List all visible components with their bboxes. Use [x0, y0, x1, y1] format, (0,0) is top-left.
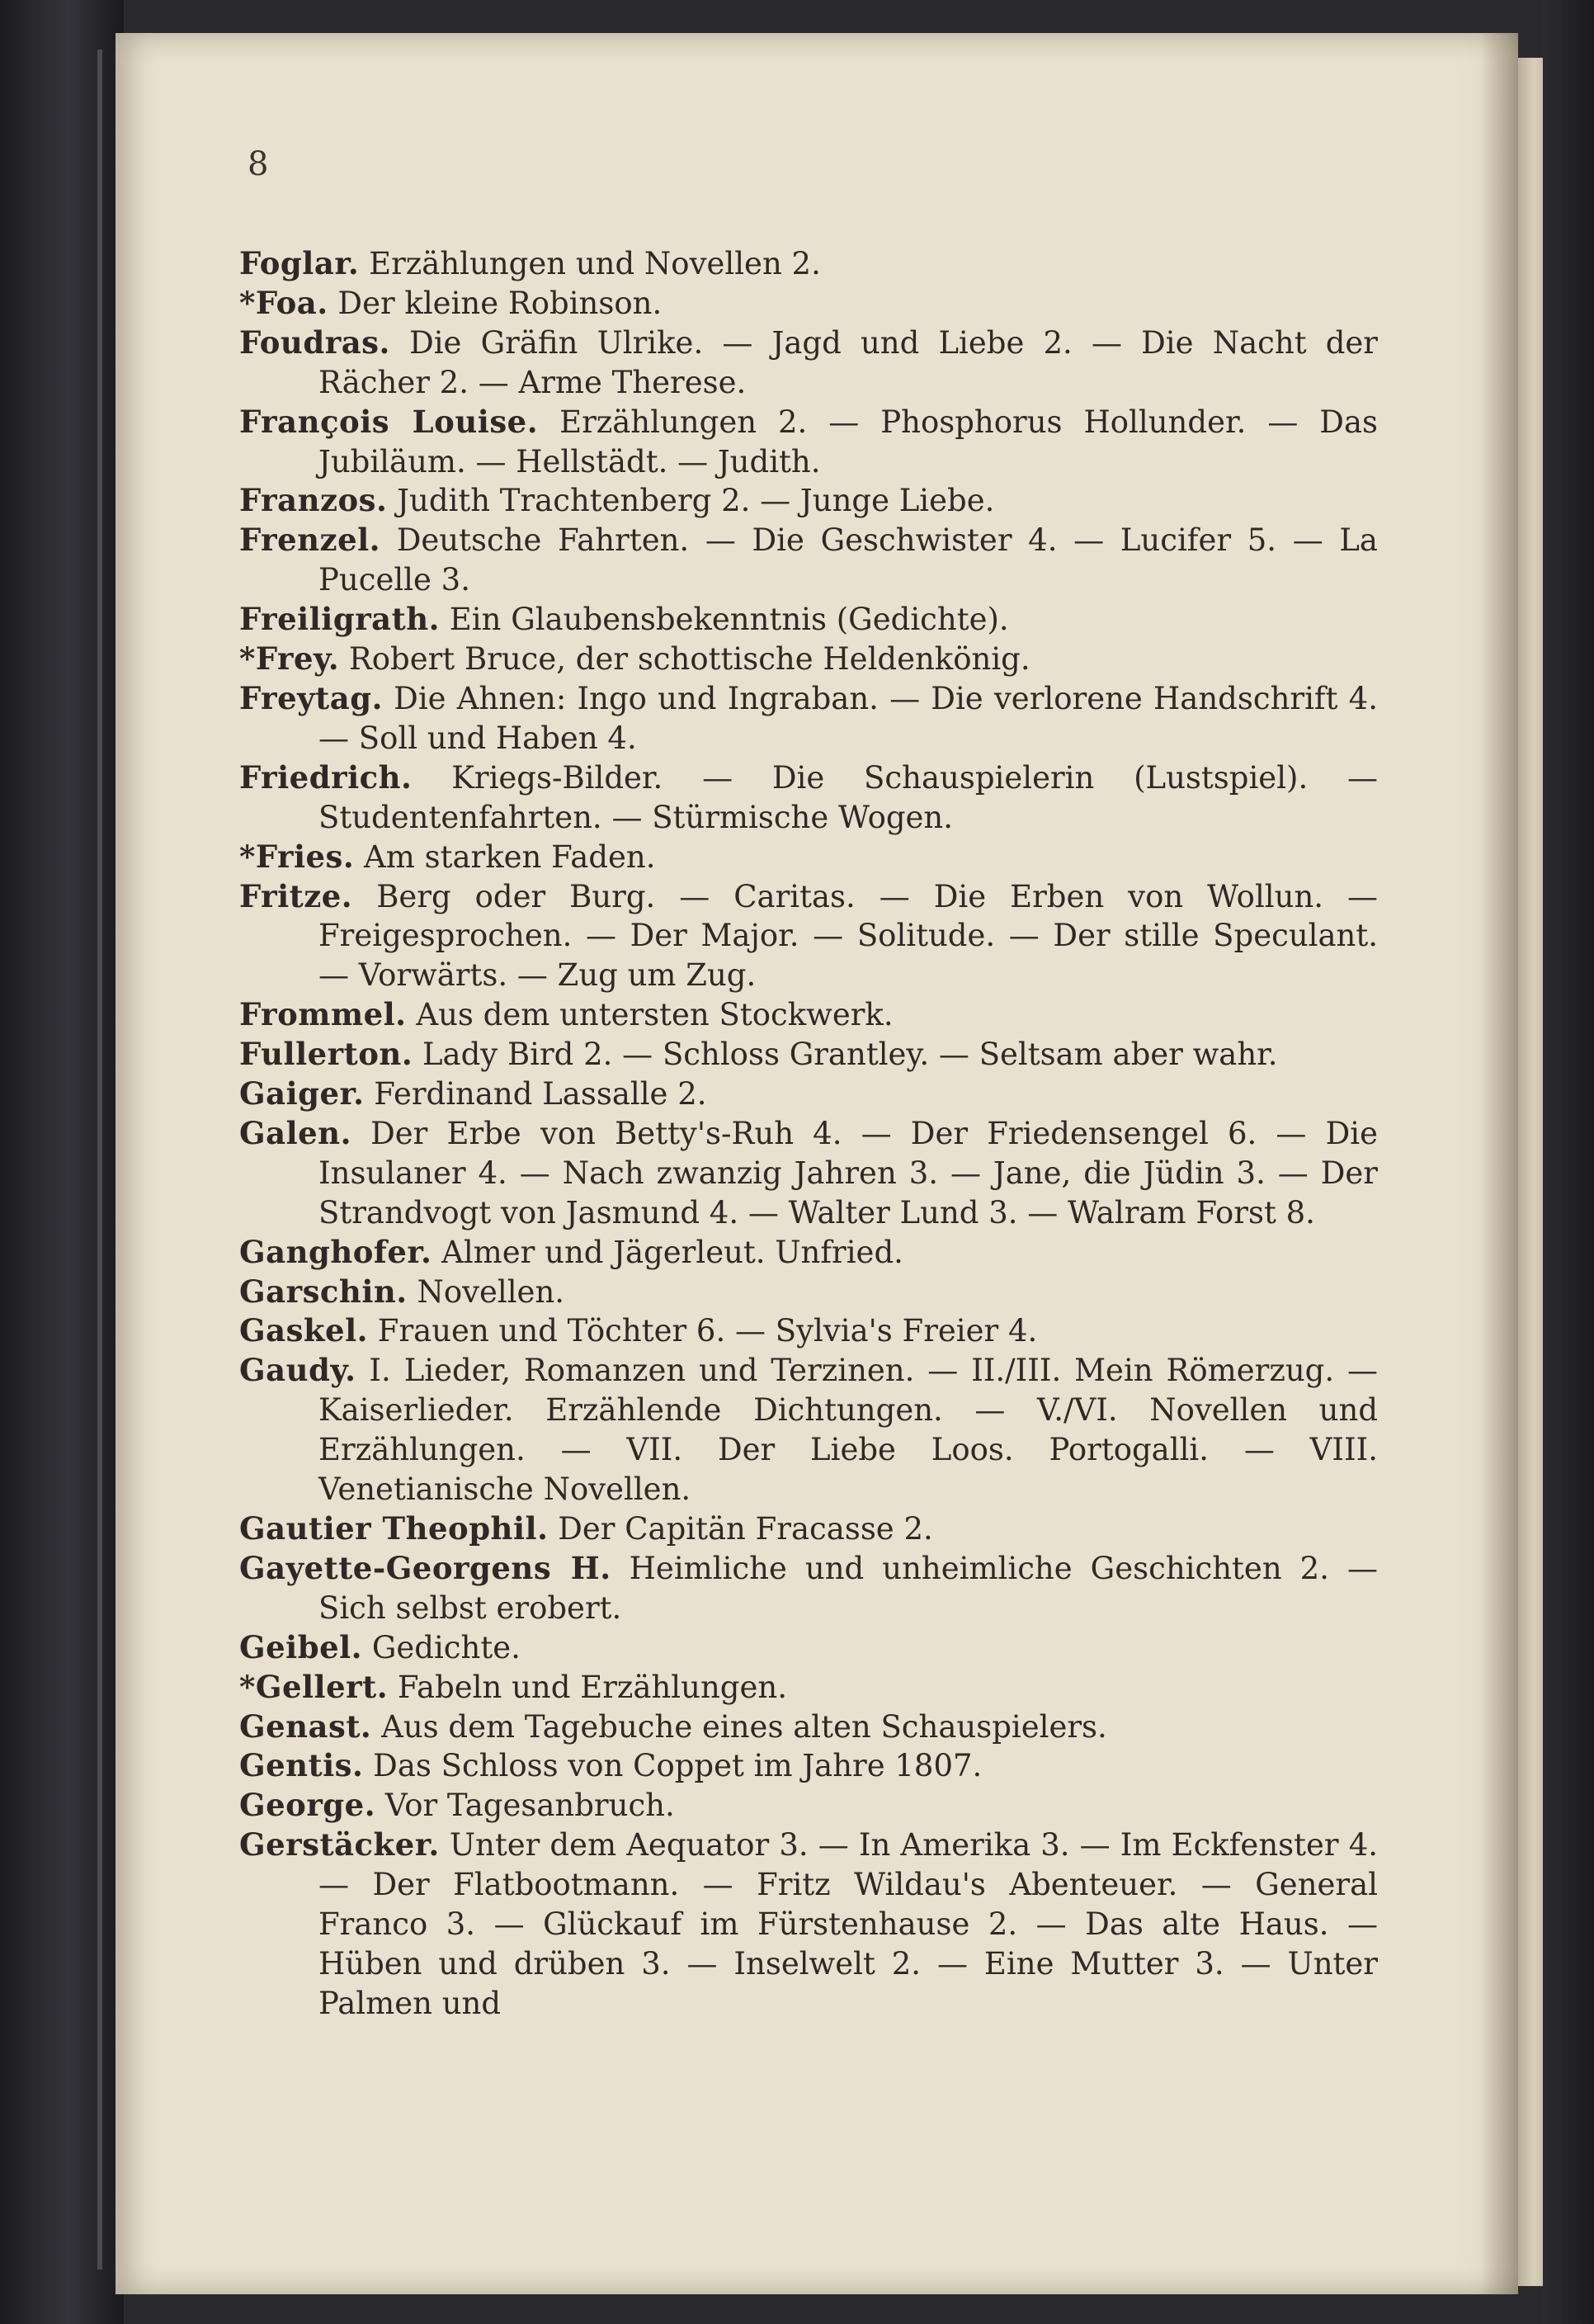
index-entry: [239, 1509, 1378, 1549]
author-name: Freytag.: [239, 679, 383, 716]
works-list: Kriegs-Bilder. — Die Schauspielerin (Lustspiel). — Studentenfahrten. — Stürmische Wogen.: [318, 759, 1379, 835]
author-name: Galen.: [239, 1114, 351, 1151]
works-list: Frauen und Töchter 6. — Sylvia's Freier 4.: [377, 1313, 1038, 1349]
works-list: Almer und Jägerleut. Unfried.: [441, 1234, 903, 1270]
index-entry: [239, 1114, 1378, 1233]
index-entry: [239, 1351, 1378, 1509]
author-name: Gaiger.: [239, 1075, 365, 1112]
works-list: Aus dem Tagebuche eines alten Schauspielers.: [381, 1708, 1107, 1745]
index-entry: [239, 995, 1378, 1035]
author-name: Fullerton.: [239, 1036, 413, 1073]
author-name: Ganghofer.: [239, 1233, 432, 1270]
works-list: Das Schloss von Coppet im Jahre 1807.: [373, 1748, 983, 1784]
author-name: Geibel.: [239, 1628, 363, 1665]
author-name: Franzos.: [239, 482, 388, 519]
author-name: Gayette-Georgens H.: [239, 1549, 611, 1586]
works-list: Gedichte.: [371, 1629, 521, 1665]
author-name: Freiligrath.: [239, 601, 441, 638]
author-name: Friedrich.: [239, 758, 413, 796]
index-entry: [239, 1826, 1378, 2024]
author-name: François Louise.: [239, 403, 539, 440]
index-entry: [239, 1746, 1378, 1786]
book-cover-left: [0, 0, 124, 2324]
index-entry: [239, 600, 1378, 640]
author-name: Gaskel.: [239, 1312, 369, 1349]
works-list: Der Capitän Fracasse 2.: [558, 1511, 933, 1547]
index-entry: [239, 877, 1378, 996]
works-list: Heimliche und unheimliche Geschichten 2. — Sich selbst erobert.: [318, 1550, 1378, 1626]
works-list: Robert Bruce, der schottische Heldenkönig.: [348, 641, 1030, 678]
author-name: Genast.: [239, 1708, 372, 1745]
index-entry: [239, 403, 1378, 482]
index-entry: [239, 758, 1378, 838]
book-cover-right: [1543, 0, 1594, 2324]
index-entry: [239, 521, 1378, 600]
works-list: Erzählungen und Novellen 2.: [369, 246, 821, 281]
works-list: Der Erbe von Betty's-Ruh 4. — Der Friedensengel 6. — Die Insulaner 4. — Nach zwanzig Jahren 3. — Jane, die Jüdin 3. — Der Strandvogt von Jasmund 4. — Walter Lund 3. — Walram Forst 8.: [318, 1115, 1378, 1230]
author-name: *Gellert.: [239, 1668, 389, 1705]
works-list: Vor Tagesanbruch.: [384, 1788, 675, 1824]
page-number: 8: [248, 145, 269, 183]
page-gutter-shadow: [1481, 33, 1518, 2294]
author-name: Gautier Theophil.: [239, 1510, 549, 1547]
index-entry: [239, 640, 1378, 679]
author-name: Gentis.: [239, 1747, 364, 1784]
index-entry: [239, 1628, 1378, 1668]
index-entry: [239, 1233, 1378, 1273]
author-name: George.: [239, 1787, 376, 1824]
index-entry: [239, 1311, 1378, 1351]
index-entry: [239, 284, 1378, 324]
works-list: Der kleine Robinson.: [337, 285, 663, 321]
index-entry: [239, 1708, 1378, 1747]
works-list: Unter dem Aequator 3. — In Amerika 3. — Im Eckfenster 4. — Der Flatbootmann. — Fritz Wildau's Abenteuer. — General Franco 3. — Glückauf im Fürstenhause 2. — Das alte Haus. — Hüben und drüben 3. — Inselwelt 2. — Eine Mutter 3. — Unter Palmen und: [318, 1827, 1379, 2021]
works-list: Ein Glaubensbekenntnis (Gedichte).: [449, 602, 1009, 638]
index-entry: [239, 1035, 1378, 1075]
index-entry: [239, 679, 1378, 758]
works-list: Ferdinand Lassalle 2.: [374, 1076, 707, 1112]
works-list: Die Gräfin Ulrike. — Jagd und Liebe 2. — Die Nacht der Rächer 2. — Arme Therese.: [318, 324, 1378, 400]
works-list: Aus dem untersten Stockwerk.: [416, 997, 894, 1033]
author-name: Gerstäcker.: [239, 1826, 440, 1863]
index-entry: [239, 838, 1378, 877]
works-list: Am starken Faden.: [364, 838, 656, 875]
works-list: I. Lieder, Romanzen und Terzinen. — II./III. Mein Römerzug. — Kaiserlieder. Erzählende Dichtungen. — V./VI. Novellen und Erzählungen. — VII. Der Liebe Loos. Portogalli. — VIII. Venetianische Novellen.: [318, 1353, 1378, 1508]
author-name: *Frey.: [239, 640, 340, 678]
index-entry: [239, 1668, 1378, 1708]
index-entry: [239, 1075, 1378, 1114]
author-name: Foglar.: [239, 245, 360, 281]
index-entry: [239, 1786, 1378, 1826]
works-list: Lady Bird 2. — Schloss Grantley. — Seltsam aber wahr.: [422, 1037, 1278, 1073]
works-list: Fabeln und Erzählungen.: [397, 1669, 787, 1705]
author-name: Frenzel.: [239, 522, 381, 559]
author-name: *Fries.: [239, 838, 355, 875]
index-entry: [239, 324, 1378, 403]
works-list: Die Ahnen: Ingo und Ingraban. — Die verlorene Handschrift 4. — Soll und Haben 4.: [318, 680, 1378, 756]
works-list: Erzählungen 2. — Phosphorus Hollunder. — Das Jubiläum. — Hellstädt. — Judith.: [318, 404, 1378, 479]
author-index-list: [239, 244, 1378, 2024]
index-entry: [239, 1273, 1378, 1312]
author-name: *Foa.: [239, 284, 328, 321]
index-entry: [239, 481, 1378, 521]
works-list: Berg oder Burg. — Caritas. — Die Erben von Wollun. — Freigesprochen. — Der Major. — Solitude. — Der stille Speculant. — Vorwärts. — Zug um Zug.: [318, 878, 1379, 994]
cover-edge: [97, 50, 102, 2270]
author-name: Gaudy.: [239, 1352, 356, 1389]
works-list: Judith Trachtenberg 2. — Junge Liebe.: [397, 483, 995, 519]
works-list: Deutsche Fahrten. — Die Geschwister 4. — Lucifer 5. — La Pucelle 3.: [318, 522, 1378, 598]
next-page-edge: [1518, 58, 1544, 2286]
works-list: Novellen.: [417, 1273, 565, 1310]
author-name: Foudras.: [239, 324, 390, 361]
author-name: Garschin.: [239, 1273, 408, 1310]
author-name: Fritze.: [239, 877, 353, 914]
author-name: Frommel.: [239, 996, 407, 1033]
index-entry: [239, 244, 1378, 284]
index-entry: [239, 1549, 1378, 1628]
